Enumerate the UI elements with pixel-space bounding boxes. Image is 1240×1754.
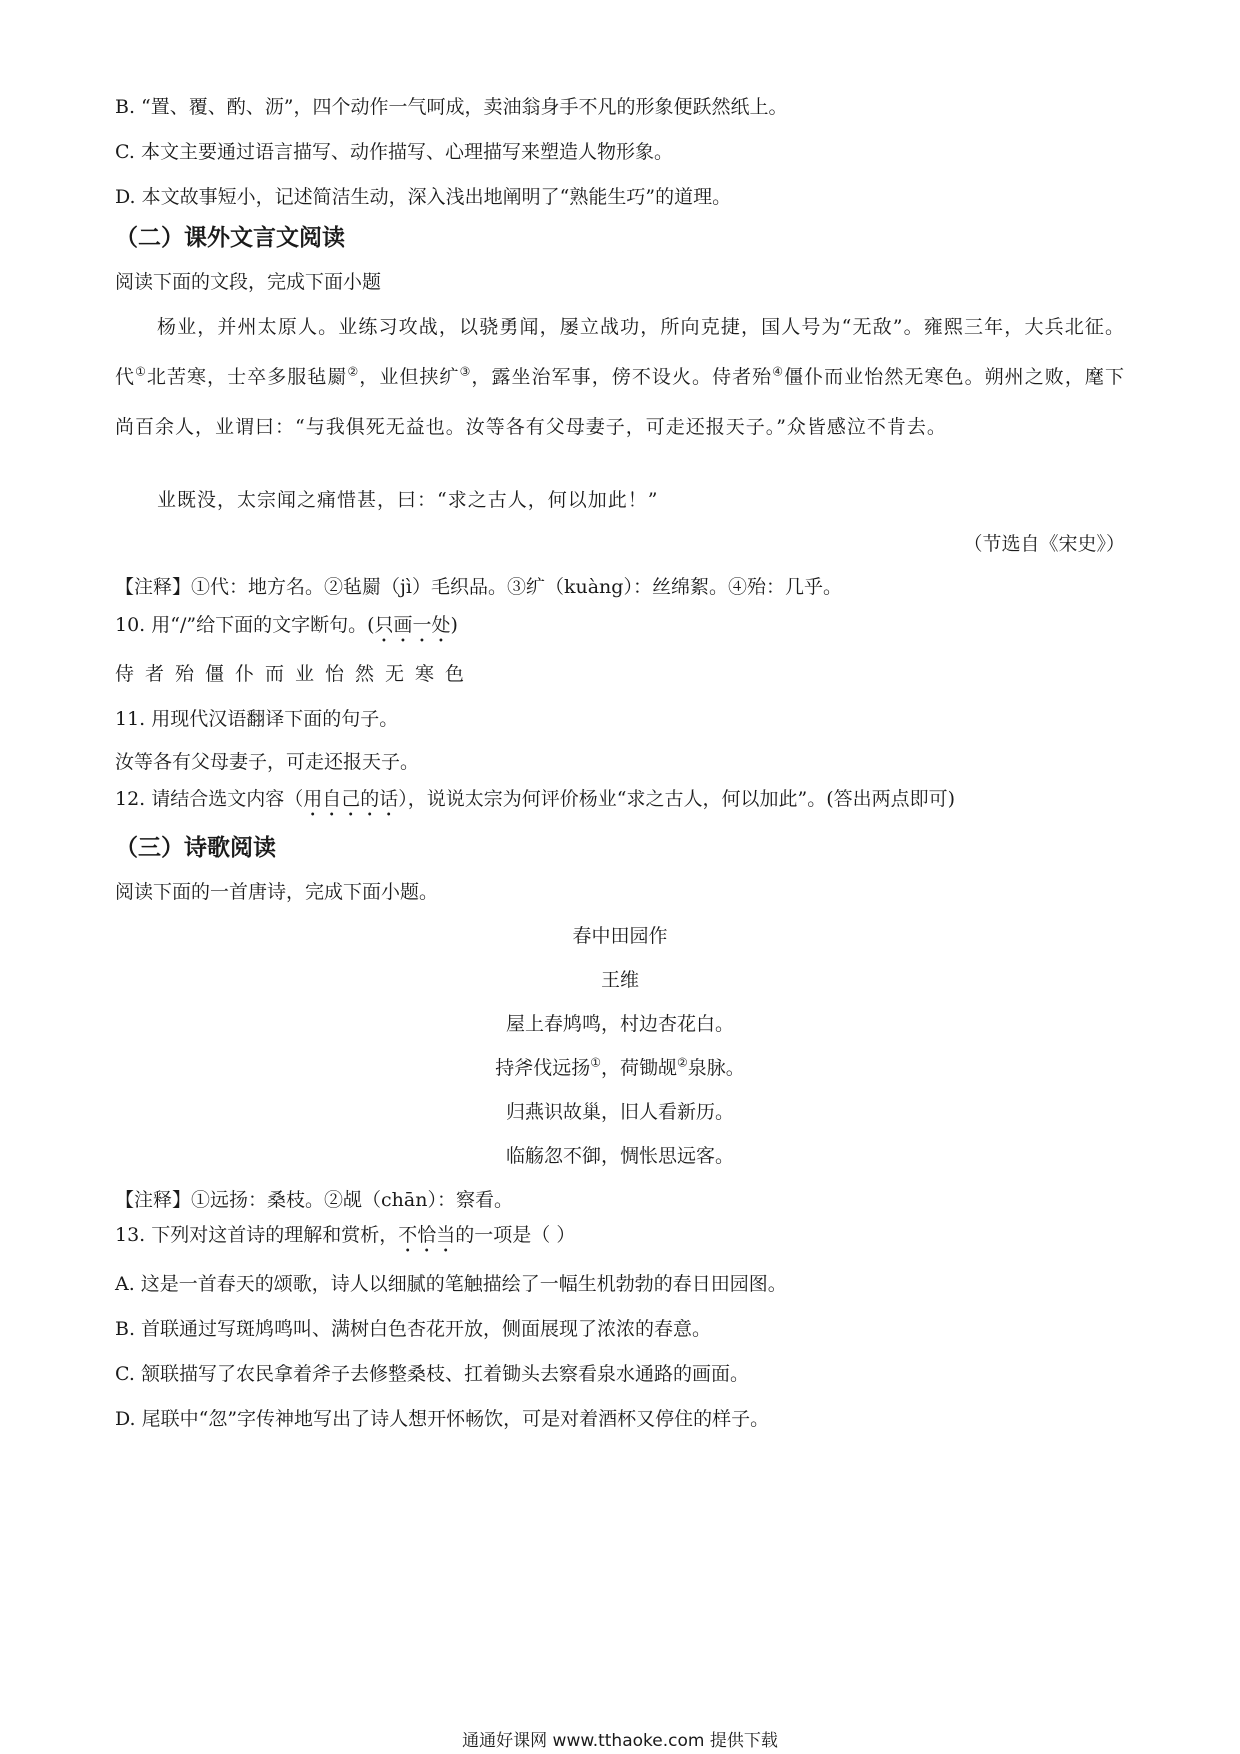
poem-line-2 — [0, 1054, 1240, 1082]
footnote-marker: ① — [135, 364, 147, 379]
poem-text: 泉脉。 — [687, 1057, 745, 1079]
footnote-marker: ② — [677, 1055, 688, 1070]
passage-text: 杨业，并州太原人。业练习攻战，以骁勇闻，屡立战功，所向克捷，国人号为“无敌”。雍熙三年，大兵北征。代 — [115, 316, 1125, 388]
question-10 — [115, 611, 458, 647]
emphasis-text: 只画一处 — [374, 614, 451, 636]
emphasis-text: 不恰当 — [398, 1224, 456, 1246]
footnote-marker: ③ — [459, 364, 472, 379]
question-text: 13. 下列对这首诗的理解和赏析， — [115, 1224, 399, 1246]
passage-text: ，业但挟纩 — [359, 366, 460, 388]
footnote-marker: ① — [590, 1055, 601, 1070]
question-13 — [115, 1221, 575, 1257]
question-text: 10. 用“/”给下面的文字断句。( — [115, 614, 375, 636]
question-10-text: 侍者殆僵仆而业怡然无寒色 — [115, 663, 476, 685]
question-text: ) — [450, 614, 458, 636]
section-2-title: （二）课外文言文阅读 — [115, 225, 345, 251]
option-d-prev: D. 本文故事短小，记述简洁生动，深入浅出地阐明了“熟能生巧”的道理。 — [115, 186, 732, 208]
poem-title: 春中田园作 — [572, 925, 668, 947]
section-3-instruction: 阅读下面的一首唐诗，完成下面小题。 — [115, 881, 439, 903]
question-11-text: 汝等各有父母妻子，可走还报天子。 — [115, 751, 420, 773]
question-text: 12. 请结合选文内容（ — [115, 788, 304, 810]
section-3-title: （三）诗歌阅读 — [115, 835, 276, 861]
footnote-marker: ② — [347, 364, 360, 379]
option-d: D. 尾联中“忽”字传神地写出了诗人想开怀畅饮，可是对着酒杯又停住的样子。 — [115, 1408, 770, 1430]
poem-author: 王维 — [600, 969, 639, 991]
option-c-prev: C. 本文主要通过语言描写、动作描写、心理描写来塑造人物形象。 — [115, 141, 673, 163]
emphasis-text: 用自己的话 — [303, 788, 399, 810]
question-11: 11. 用现代汉语翻译下面的句子。 — [115, 708, 399, 730]
option-b-prev: B. “置、覆、酌、沥”，四个动作一气呵成，卖油翁身手不凡的形象便跃然纸上。 — [115, 96, 788, 118]
poem-line-3: 归燕识故巢，旧人看新历。 — [505, 1101, 734, 1123]
section-3-notes: 【注释】①远扬：桑枝。②觇（chān）：察看。 — [115, 1189, 513, 1211]
question-text: ），说说太宗为何评价杨业“求之古人，何以加此”。(答出两点即可) — [398, 788, 956, 810]
option-b: B. 首联通过写斑鸠鸣叫、满树白色杏花开放，侧面展现了浓浓的春意。 — [115, 1318, 712, 1340]
poem-text: ，荷锄觇 — [600, 1057, 677, 1079]
option-c: C. 颔联描写了农民拿着斧子去修整桑枝、扛着锄头去察看泉水通路的画面。 — [115, 1363, 749, 1385]
poem-line-1: 屋上春鸠鸣，村边杏花白。 — [505, 1013, 734, 1035]
passage-paragraph-2: 业既没，太宗闻之痛惜甚，曰：“求之古人，何以加此！” — [157, 489, 659, 511]
page-footer: 通通好课网 www.tthaoke.com 提供下载 — [462, 1731, 778, 1751]
question-12 — [115, 785, 955, 821]
footnote-marker: ④ — [772, 364, 785, 379]
option-a: A. 这是一首春天的颂歌，诗人以细腻的笔触描绘了一幅生机勃勃的春日田园图。 — [115, 1273, 787, 1295]
passage-paragraph-1 — [115, 302, 1125, 452]
poem-line-4: 临觞忽不御，惆怅思远客。 — [505, 1145, 734, 1167]
passage-text: ，露坐治军事，傍不设火。侍者殆 — [471, 366, 773, 388]
section-2-notes: 【注释】①代：地方名。②毡罽（jì）毛织品。③纩（kuàng）：丝绵絮。④殆：几乎。 — [115, 576, 842, 598]
poem-text: 持斧伐远扬 — [495, 1057, 591, 1079]
section-2-instruction: 阅读下面的文段，完成下面小题 — [115, 271, 382, 293]
passage-text: 僵仆而业怡然无寒色。朔州之败，麾下尚百余人，业谓曰：“与我俱死无益也。汝等各有父母妻子，可走还报天子。”众皆感泣不肯去。 — [115, 366, 1125, 438]
passage-source: （节选自《宋史》） — [963, 533, 1125, 555]
question-text: 的一项是（ ） — [455, 1224, 576, 1246]
passage-text: 北苦寒，士卒多服毡罽 — [146, 366, 348, 388]
